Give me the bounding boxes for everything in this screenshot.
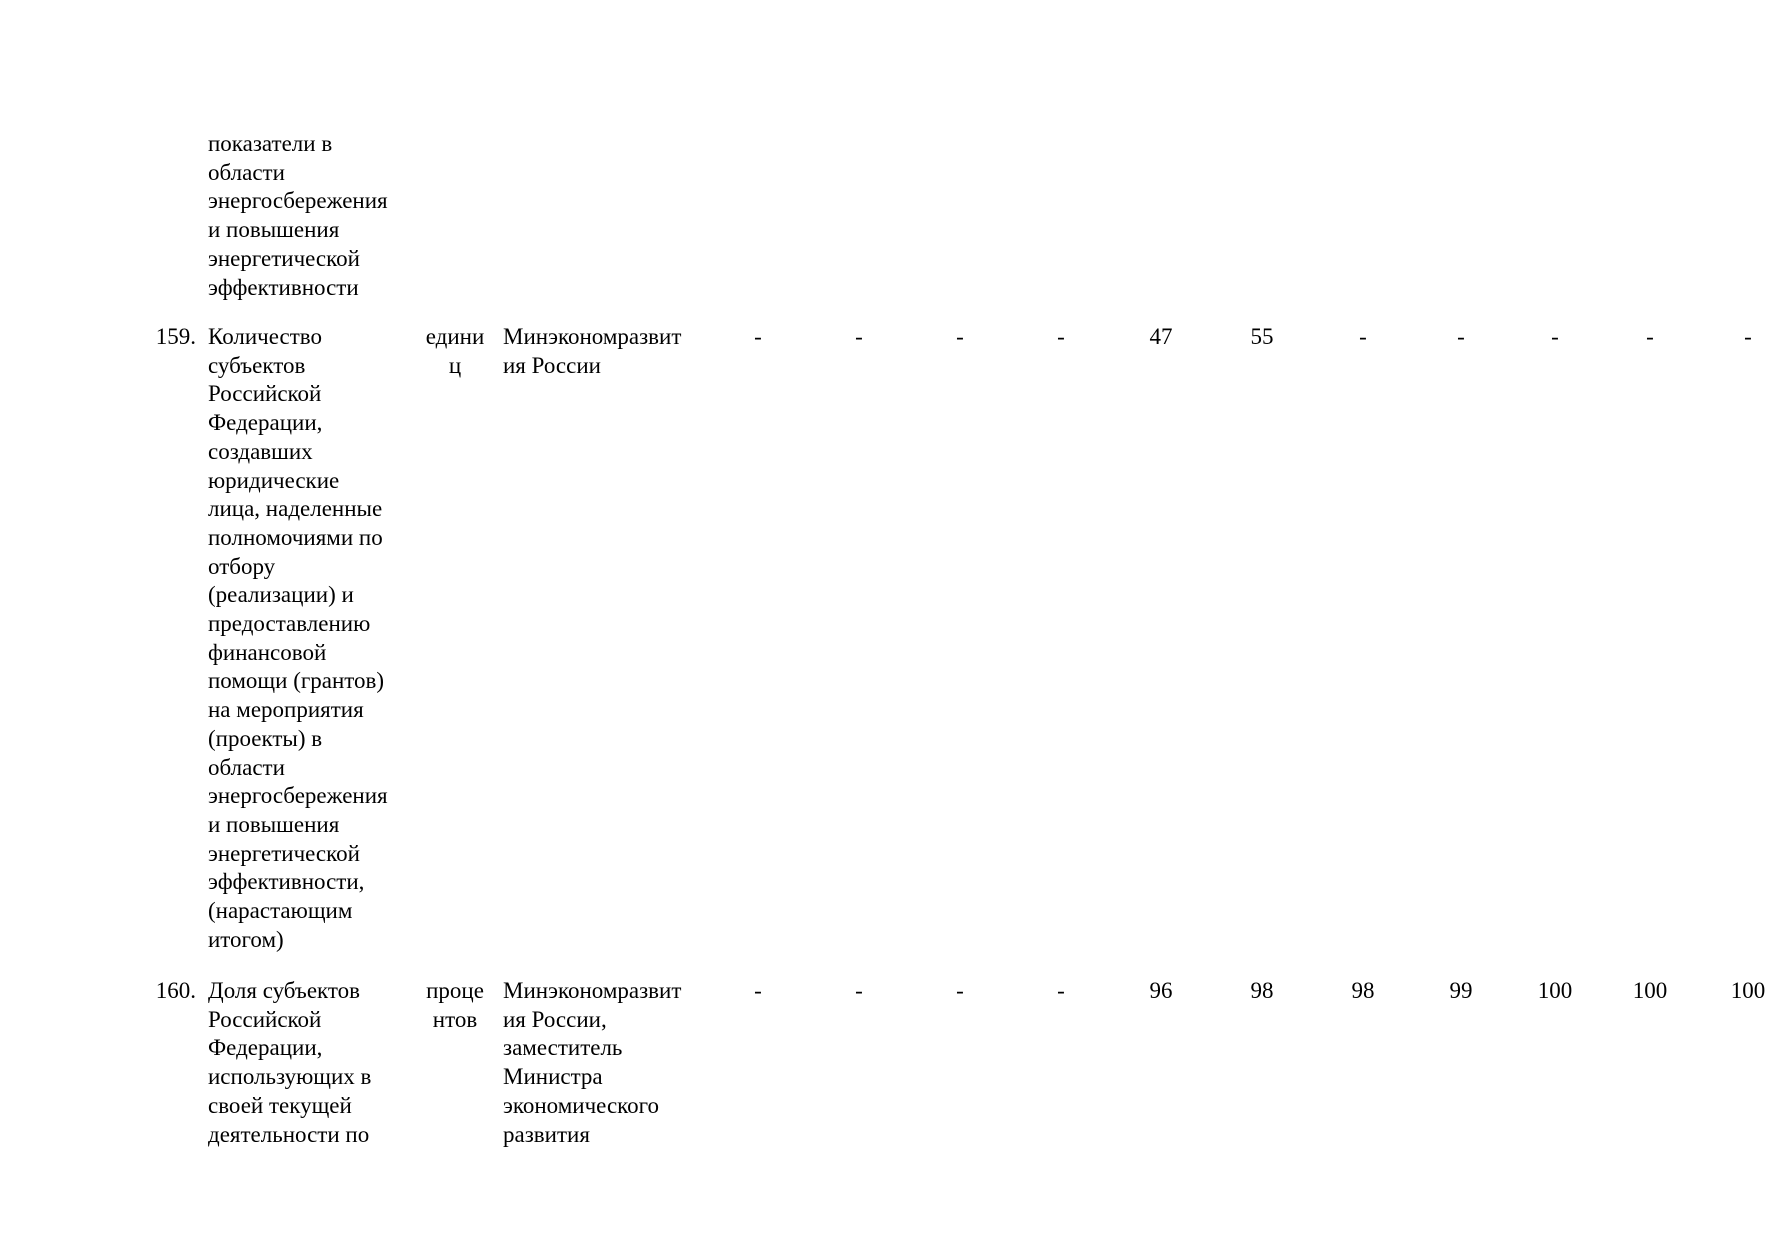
value-cell: 100	[1632, 978, 1668, 1003]
responsible-agency: Минэкономразвит ия России, заместитель Министра экономического развития	[503, 978, 682, 1147]
value-cell: 98	[1351, 978, 1375, 1003]
value-cell: 55	[1250, 324, 1274, 349]
value-cell: -	[1057, 324, 1065, 349]
indicator-name-continuation: показатели в области энергосбережения и повышения энергетической эффективности	[208, 131, 388, 300]
value-cell: -	[956, 978, 964, 1003]
value-cell: 100	[1537, 978, 1573, 1003]
value-cell: -	[1457, 324, 1465, 349]
value-cell: 100	[1730, 978, 1766, 1003]
value-cell: -	[1646, 324, 1654, 349]
indicator-name: Доля субъектов Российской Федерации, использующих в своей текущей деятельности по	[208, 978, 372, 1147]
value-cell: -	[1057, 978, 1065, 1003]
value-cell: -	[956, 324, 964, 349]
row-number: 160.	[155, 978, 196, 1003]
unit-of-measure: проце нтов	[426, 978, 484, 1032]
responsible-agency: Минэкономразвит ия России	[503, 324, 682, 378]
value-cell: 98	[1250, 978, 1274, 1003]
value-cell: -	[855, 978, 863, 1003]
indicator-name: Количество субъектов Российской Федерации, создавших юридические лица, наделенные полномочиями по отбору (реализации) и предоставлению финансовой помощи (грантов) на мероприятия (проекты) в области энергосбережения и повышения энергетической эффективности, (нарастающим итогом)	[208, 324, 388, 952]
value-cell: -	[855, 324, 863, 349]
value-cell: -	[1551, 324, 1559, 349]
value-cell: -	[1359, 324, 1367, 349]
value-cell: -	[754, 324, 762, 349]
unit-of-measure: едини ц	[425, 324, 485, 378]
value-cell: 47	[1149, 324, 1173, 349]
row-number: 159.	[155, 324, 196, 349]
value-cell: -	[1744, 324, 1752, 349]
value-cell: 96	[1149, 978, 1173, 1003]
value-cell: 99	[1449, 978, 1473, 1003]
value-cell: -	[754, 978, 762, 1003]
